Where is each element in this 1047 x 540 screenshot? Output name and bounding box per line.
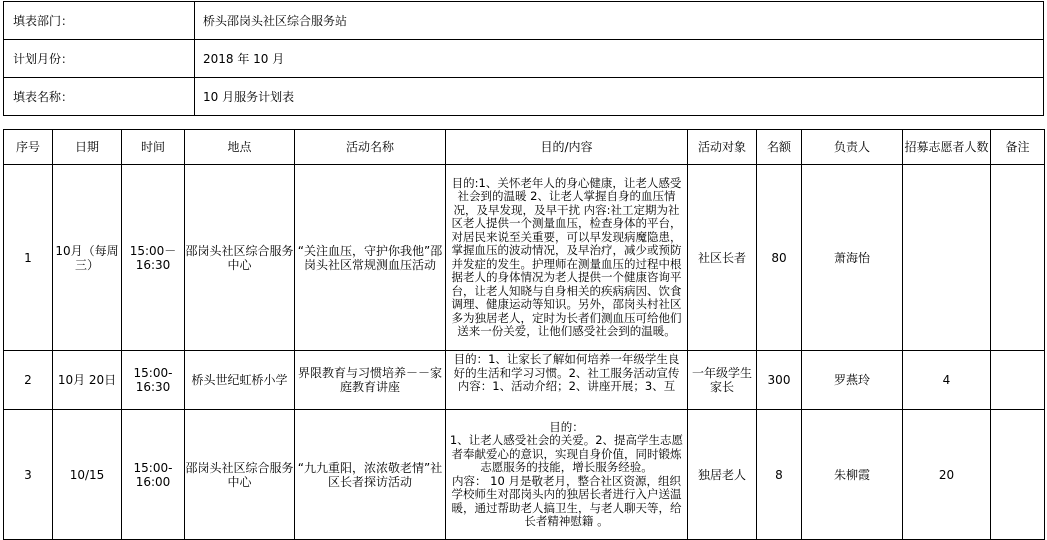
form-header-table — [3, 1, 1044, 116]
table-row — [4, 351, 1045, 410]
form-name-value: 10 月服务计划表 — [195, 78, 1044, 116]
cell-date: 10月 20日 — [53, 351, 122, 410]
cell-date: 10月（每周三） — [53, 165, 122, 351]
col-header-quota: 名额 — [757, 130, 802, 165]
cell-place: 邵岗头社区综合服务中心 — [185, 165, 295, 351]
cell-purpose: 目的:1、关怀老年人的身心健康，让老人感受社会到的温暖 2、让老人掌握自身的血压情况，及早发现，及早干扰 内容:社工定期为社区老人提供一个测量血压，检查身体的平台，对居民来说至关重要，可以早发现病魔隐患，掌握血压的波动情况，及早治疗，减少或预防并发症的发生。护理师在测量血压的过程中根据老人的身体情况为老人提供一个健康咨询平台，让老人知晓与自身相关的疾病病因、饮食调理、健康运动等知识。另外，邵岗头村社区多为独居老人，定时为长者们测血压可给他们送来一份关爱，让他们感受社会到的温暖。 — [446, 165, 688, 351]
cell-time: 15:00-16:00 — [122, 410, 185, 540]
col-header-volunteers: 招募志愿者人数 — [903, 130, 991, 165]
cell-activity-name: “关注血压，守护你我他”邵岗头社区常规测血压活动 — [295, 165, 446, 351]
cell-quota: 80 — [757, 165, 802, 351]
cell-leader: 朱柳霞 — [802, 410, 903, 540]
table-row — [4, 165, 1045, 351]
table-row — [4, 410, 1045, 540]
cell-place: 邵岗头社区综合服务中心 — [185, 410, 295, 540]
cell-target: 一年级学生家长 — [688, 351, 757, 410]
cell-purpose — [446, 410, 688, 540]
cell-time: 15:00－16:30 — [122, 165, 185, 351]
cell-leader: 罗燕玲 — [802, 351, 903, 410]
cell-target: 社区长者 — [688, 165, 757, 351]
cell-volunteers: 4 — [903, 351, 991, 410]
cell-date: 10/15 — [53, 410, 122, 540]
purpose-text: 目的： 1、让老人感受社会的关爱。2、提高学生志愿者奉献爱心的意识，实现自身价值，同时锻炼志愿服务的技能，增长服务经验。 内容： 10 月是敬老月，整合社区资源，组织学校师生对邵岗头内的独居长者进行入户送温暖，通过帮助老人搞卫生，与老人聊天等，给长者精神慰籍 。 — [449, 419, 684, 528]
month-label: 计划月份： — [4, 40, 195, 78]
cell-remark — [991, 351, 1045, 410]
form-name-label: 填表名称： — [4, 78, 195, 116]
col-header-purpose: 目的/内容 — [446, 130, 688, 165]
cell-purpose — [446, 351, 688, 410]
cell-remark — [991, 165, 1045, 351]
cell-leader: 萧海怡 — [802, 165, 903, 351]
col-header-leader: 负责人 — [802, 130, 903, 165]
col-header-activity-name: 活动名称 — [295, 130, 446, 165]
cell-no: 2 — [4, 351, 53, 410]
cell-volunteers — [903, 165, 991, 351]
table-header-row — [4, 130, 1045, 165]
header-row-form-name — [4, 78, 1044, 116]
cell-target: 独居老人 — [688, 410, 757, 540]
cell-no: 1 — [4, 165, 53, 351]
col-header-remark: 备注 — [991, 130, 1045, 165]
header-row-dept — [4, 2, 1044, 40]
col-header-time: 时间 — [122, 130, 185, 165]
month-value: 2018 年 10 月 — [195, 40, 1044, 78]
dept-label: 填表部门： — [4, 2, 195, 40]
cell-no: 3 — [4, 410, 53, 540]
col-header-target: 活动对象 — [688, 130, 757, 165]
dept-value: 桥头邵岗头社区综合服务站 — [195, 2, 1044, 40]
col-header-date: 日期 — [53, 130, 122, 165]
col-header-no: 序号 — [4, 130, 53, 165]
cell-remark — [991, 410, 1045, 540]
cell-activity-name: “九九重阳，浓浓敬老情”社区长者探访活动 — [295, 410, 446, 540]
cell-place: 桥头世纪虹桥小学 — [185, 351, 295, 410]
header-row-month — [4, 40, 1044, 78]
service-plan-table — [3, 129, 1045, 540]
cell-time: 15:00-16:30 — [122, 351, 185, 410]
cell-volunteers: 20 — [903, 410, 991, 540]
purpose-text: 目的：1、让家长了解如何培养一年级学生良好的生活和学习习惯。2、社工服务活动宣传 内容：1、活动介绍；2、讲座开展；3、互 — [453, 353, 680, 393]
cell-quota: 8 — [757, 410, 802, 540]
cell-activity-name: 界限教育与习惯培养－－家庭教育讲座 — [295, 351, 446, 410]
cell-quota: 300 — [757, 351, 802, 410]
col-header-place: 地点 — [185, 130, 295, 165]
